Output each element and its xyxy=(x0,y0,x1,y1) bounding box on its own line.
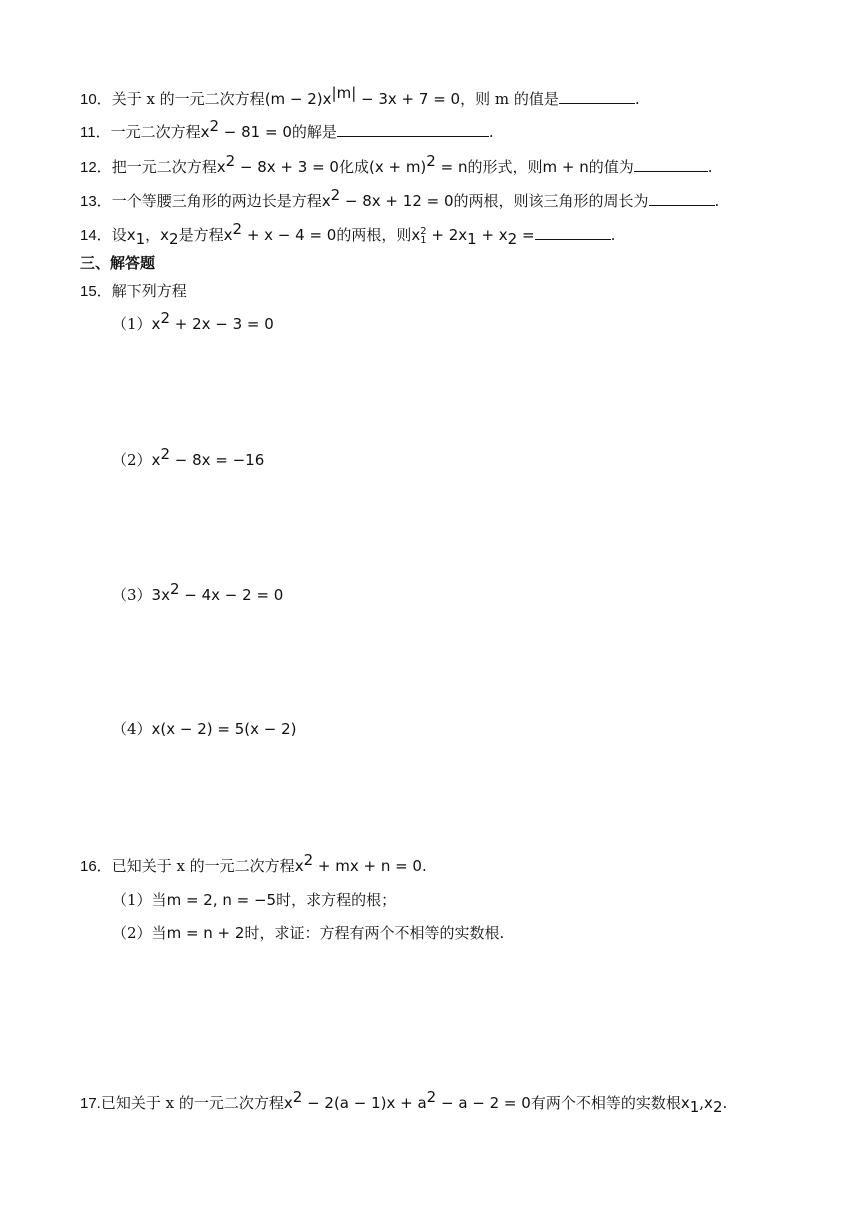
equation: (x + m) xyxy=(368,158,427,176)
question-13 xyxy=(80,186,720,213)
exponent: 2 xyxy=(225,152,236,170)
subscript: 1 xyxy=(467,230,477,248)
question-number: 17. xyxy=(80,1095,101,1112)
question-text: 解下列方程 xyxy=(111,282,187,300)
question-text: 的值为 xyxy=(588,158,634,176)
question-number: 12． xyxy=(80,159,112,176)
part-label: （2） xyxy=(112,451,152,469)
equation: 3x xyxy=(151,586,170,604)
answer-blank[interactable] xyxy=(337,121,489,137)
subscript: 2 xyxy=(507,230,518,248)
question-text: 时，求证：方程有两个不相等的实数根. xyxy=(244,924,505,942)
question-text: 关于 x 的一元二次方程 xyxy=(111,90,265,108)
equation: x xyxy=(321,192,331,210)
equation: − 4x − 2 = 0 xyxy=(179,586,284,604)
punctuation: . xyxy=(488,123,494,141)
part-label: （1） xyxy=(112,315,152,333)
question-text: 一元二次方程 xyxy=(110,123,201,141)
part-label: （3） xyxy=(112,586,152,604)
q15-part-4 xyxy=(112,718,297,740)
question-14 xyxy=(80,220,616,248)
subscript: 2 xyxy=(712,1098,723,1116)
question-number: 13． xyxy=(80,193,112,210)
answer-blank[interactable] xyxy=(535,224,611,240)
equation: + mx + n = 0 xyxy=(313,857,422,875)
equation: + 2x xyxy=(426,226,468,244)
equation: x xyxy=(151,315,161,333)
question-text: 有两个不相等的实数根 xyxy=(530,1094,681,1112)
equation: m = 2, n = −5 xyxy=(166,891,277,909)
exponent: 2 xyxy=(160,309,170,327)
question-11 xyxy=(80,117,494,144)
part-label: （4） xyxy=(112,720,152,738)
equation: + x − 4 = 0 xyxy=(242,226,337,244)
equation: + x xyxy=(476,226,508,244)
question-number: 10． xyxy=(80,91,112,108)
punctuation: , xyxy=(699,1094,705,1112)
variable: x xyxy=(160,226,170,244)
question-text: 化成 xyxy=(338,158,369,176)
question-17 xyxy=(80,1088,728,1116)
question-text: 已知关于 x 的一元二次方程 xyxy=(111,857,295,875)
equation: − 8x = −16 xyxy=(169,451,265,469)
question-text: 把一元二次方程 xyxy=(111,158,217,176)
question-text: 的两根，则 xyxy=(336,226,412,244)
exponent: |m| xyxy=(331,84,357,102)
subscript: 1 xyxy=(689,1098,700,1116)
question-12 xyxy=(80,152,713,179)
q15-part-2 xyxy=(112,445,265,471)
subscript: 1 xyxy=(135,230,146,248)
equation: − 81 = 0 xyxy=(219,123,292,141)
question-number: 16． xyxy=(80,858,112,875)
punctuation: . xyxy=(610,226,616,244)
equation: = xyxy=(517,226,535,244)
question-text: 的形式，则 xyxy=(467,158,543,176)
question-text: 是方程 xyxy=(178,226,224,244)
punctuation: . xyxy=(634,90,640,108)
section-heading: 三、解答题 xyxy=(80,254,156,272)
question-15 xyxy=(80,280,187,303)
variable: x xyxy=(704,1094,713,1112)
exponent: 2 xyxy=(303,851,314,869)
equation: (m − 2)x xyxy=(264,90,332,108)
equation: x(x − 2) = 5(x − 2) xyxy=(151,720,297,738)
q16-part-2 xyxy=(112,922,504,944)
equation: x xyxy=(294,857,304,875)
question-text: 的解是 xyxy=(291,123,337,141)
question-text: 当 xyxy=(151,891,167,909)
variable: x xyxy=(126,226,136,244)
equation: − a − 2 = 0 xyxy=(436,1094,531,1112)
punctuation: . xyxy=(421,857,427,875)
q15-part-1 xyxy=(112,309,274,335)
question-number: 11． xyxy=(80,124,111,141)
question-text: 已知关于 x 的一元二次方程 xyxy=(100,1094,284,1112)
variable: x xyxy=(680,1094,690,1112)
answer-blank[interactable] xyxy=(634,156,708,172)
exponent: 2 xyxy=(169,580,180,598)
equation: x xyxy=(216,158,226,176)
punctuation: ， xyxy=(145,226,161,244)
question-text: 当 xyxy=(151,924,167,942)
q16-part-1 xyxy=(112,889,396,911)
question-text: ，则 m 的值是 xyxy=(460,90,559,108)
equation: − 8x + 12 = 0 xyxy=(340,192,454,210)
question-number: 15． xyxy=(80,283,112,300)
answer-blank[interactable] xyxy=(559,88,635,104)
question-10 xyxy=(80,84,640,111)
part-label: （1） xyxy=(112,891,152,909)
question-text: 设 xyxy=(111,226,127,244)
question-text: 一个等腰三角形的两边长是方程 xyxy=(111,192,322,210)
exponent: 2 xyxy=(209,117,220,135)
question-text: 的两根，则该三角形的周长为 xyxy=(453,192,649,210)
part-label: （2） xyxy=(112,924,152,942)
equation: x xyxy=(223,226,233,244)
q15-part-3 xyxy=(112,580,284,606)
question-text: 时，求方程的根； xyxy=(276,891,397,909)
exponent: 2 xyxy=(292,1088,303,1106)
equation: m = n + 2 xyxy=(166,924,245,942)
exponent: 2 xyxy=(426,152,436,170)
punctuation: . xyxy=(714,192,720,210)
equation: − 3x + 7 = 0 xyxy=(356,90,461,108)
answer-blank[interactable] xyxy=(649,190,715,206)
equation: + 2x − 3 = 0 xyxy=(169,315,274,333)
subscript: 2 xyxy=(169,230,179,248)
punctuation: . xyxy=(722,1094,728,1112)
punctuation: . xyxy=(707,158,713,176)
variable: x xyxy=(411,226,421,244)
question-number: 14． xyxy=(80,227,112,244)
exponent: 2 xyxy=(160,445,170,463)
equation: x xyxy=(283,1094,293,1112)
equation: = n xyxy=(435,158,468,176)
equation: − 2(a − 1)x + a xyxy=(302,1094,427,1112)
equation: − 8x + 3 = 0 xyxy=(235,158,339,176)
exponent: 2 xyxy=(426,1088,437,1106)
exponent: 2 xyxy=(232,220,243,238)
exponent: 2 xyxy=(330,186,341,204)
equation: x xyxy=(151,451,161,469)
equation: x xyxy=(200,123,210,141)
exponent: 2 xyxy=(420,226,427,237)
subscript: 1 xyxy=(420,235,427,246)
equation: m + n xyxy=(542,158,589,176)
question-16 xyxy=(80,851,427,878)
